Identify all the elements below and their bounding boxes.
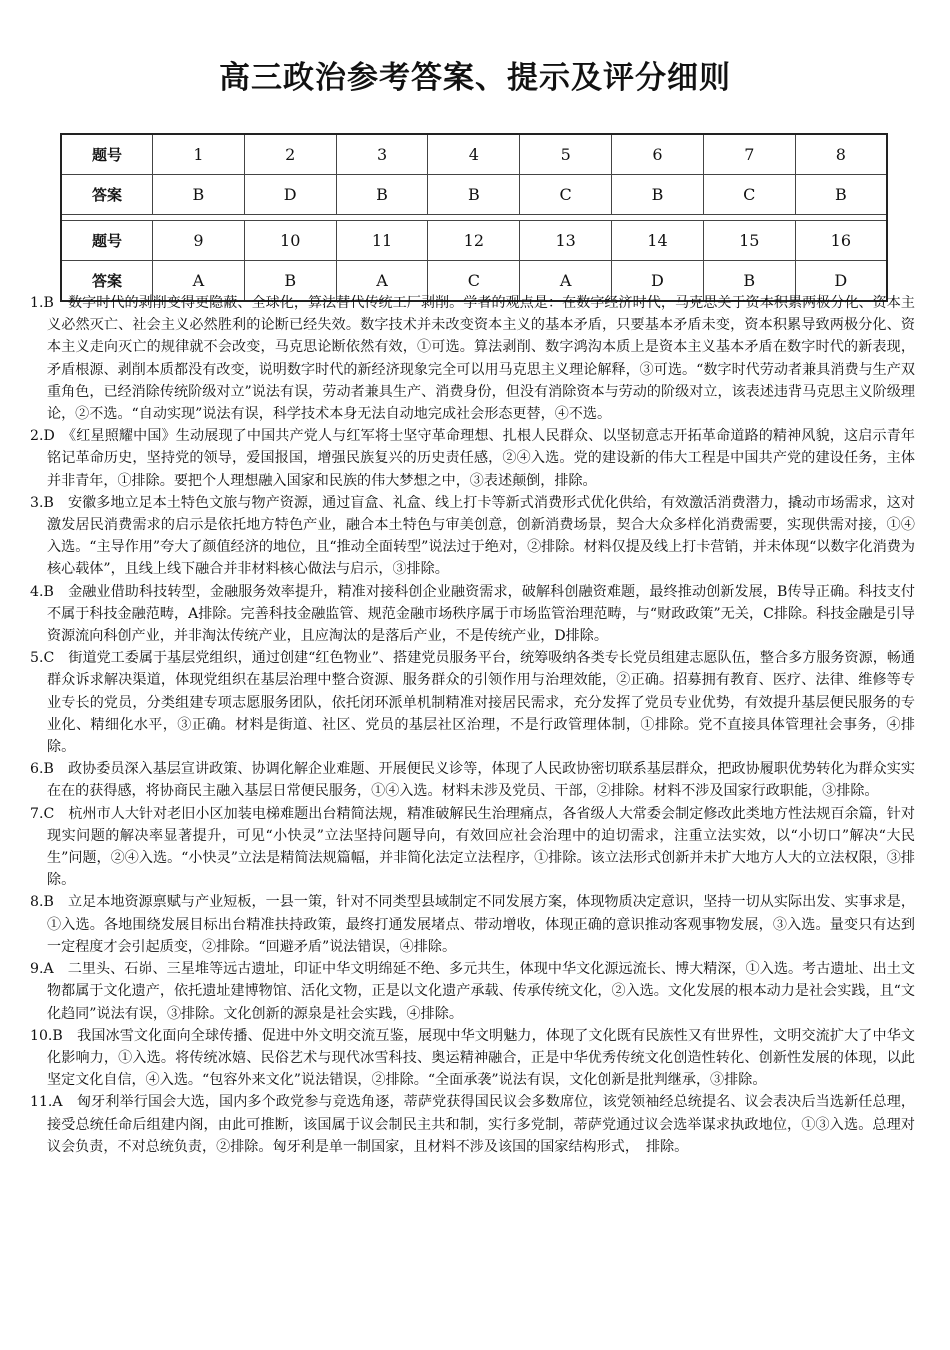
item-text: 街道党工委属于基层党组织，通过创建“红色物业”、搭建党员服务平台，统筹吸纳各类专长党员组建志愿队伍，整合多方服务资源，畅通群众诉求解决渠道，体现党组织在基层治理中整合资源、服务群众的引领作用与治理效能，②正确。招募拥有教育、医疗、法律、维修等专业专长的党员，分类组建专项志愿服务团队，依托闭环派单机制精准对接居民需求，充分发挥了党员专业优势，有效提升基层便民服务的专业化、精细化水平，③正确。材料是街道、社区、党员的基层社区治理，不是行政管理体制，①排除。党不直接具体管理社会事务，④排除。: [47, 650, 916, 756]
question-number: 7: [703, 134, 795, 175]
answer-row-1: [61, 175, 887, 215]
question-row-1: [61, 134, 887, 175]
item-text: 我国冰雪文化面向全球传播、促进中外文明交流互鉴，展现中华文明魅力，体现了文化既有民族性又有世界性，文明交流扩大了中华文化影响力，①入选。将传统冰嬉、民俗艺术与现代冰雪科技、奥运精神融合，正是中华优秀传统文化创造性转化、创新性发展的体现，以此坚定文化自信，④入选。“包容外来文化”说法错误，②排除。“全面承袭”说法有误，文化创新是批判继承，③排除。: [47, 1027, 916, 1089]
answer-cell: D: [795, 261, 887, 302]
question-number: 10: [244, 221, 336, 261]
question-label: 题号: [61, 134, 153, 175]
answer-cell: A: [153, 261, 245, 302]
item-text: 二里头、石峁、三星堆等远古遗址，印证中华文明绵延不绝、多元共生，体现中华文化源远流长、博大精深，①入选。考古遗址、出土文物都属于文化遗产，依托遗址建博物馆、活化文物，正是以文化遗产承载、传承传统文化，②入选。文化发展的根本动力是社会实践，且“文化趋同”说法有误，③排除。文化创新的源泉是社会实践，④排除。: [47, 961, 916, 1022]
question-number: 12: [428, 221, 520, 261]
item-number: 5.C: [30, 650, 55, 667]
answer-label: 答案: [61, 175, 153, 215]
item-text: 金融业借助科技转型，金融服务效率提升，精准对接科创企业融资需求，破解科创融资难题，最终推动创新发展，B传导正确。科技支付不属于科技金融范畴，A排除。完善科技金融监管、规范金融市场秩序属于市场监管治理范畴，与“财政政策”无关，C排除。科技金融是引导资源流向科创产业，并非淘汰传统产业，且应淘汰的是落后产业，不是传统产业，D排除。: [47, 583, 915, 645]
explanations: [30, 292, 915, 1158]
question-number: 6: [612, 134, 704, 175]
item-text: 数字时代的剥削变得更隐蔽、全球化，算法替代传统工厂剥削。学者的观点是：在数字经济时代，马克思关于资本积累两极分化、资本主义必然灭亡、社会主义必然胜利的论断已经失效。数字技术并未改变资本主义的基本矛盾，只要基本矛盾未变，资本积累导致两极分化、资本主义走向灭亡的规律就不会改变，马克思论断依然有效，①可选。算法剥削、数字鸿沟本质上是资本主义基本矛盾在数字时代的新表现，矛盾根源、剥削本质都没有改变，说明数字时代的新经济现象完全可以用马克思主义理论解释，③可选。“数字时代劳动者兼具消费与生产双重角色，已经消除传统阶级对立”说法有误，劳动者兼具生产、消费身份，但没有消除资本与劳动的阶级对立，该表述违背马克思主义阶级理论，②不选。“自动实现”说法有误，科学技术本身无法自动地完成社会形态更替，④不选。: [47, 295, 916, 423]
answer-table: [60, 133, 888, 302]
explanation-item: [30, 1091, 915, 1158]
explanation-item: [30, 581, 915, 648]
explanation-item: [30, 425, 915, 492]
item-number: 9.A: [30, 961, 54, 978]
answer-cell: D: [244, 175, 336, 215]
question-row-2: [61, 221, 887, 261]
explanation-item: [30, 647, 915, 758]
answer-cell: C: [428, 261, 520, 302]
page-title: 高三政治参考答案、提示及评分细则: [219, 60, 731, 96]
answer-cell: C: [703, 175, 795, 215]
question-number: 5: [520, 134, 612, 175]
item-number: 6.B: [30, 761, 54, 778]
item-text: 立足本地资源禀赋与产业短板，一县一策，针对不同类型县域制定不同发展方案，体现物质决定意识，坚持一切从实际出发、实事求是，①入选。各地围绕发展目标出台精准扶持政策，最终打通发展堵点、带动增收，体现正确的意识推动客观事物发展，③入选。量变只有达到一定程度才会引起质变，②排除。“回避矛盾”说法错误，④排除。: [47, 894, 916, 955]
answer-cell: B: [612, 175, 704, 215]
explanation-item: [30, 292, 915, 425]
question-number: 16: [795, 221, 887, 261]
question-number: 14: [612, 221, 704, 261]
answer-cell: B: [336, 175, 428, 215]
item-number: 7.C: [30, 805, 55, 822]
item-number: 2.D: [30, 428, 55, 445]
answer-cell: D: [612, 261, 704, 302]
question-number: 1: [153, 134, 245, 175]
item-text: 安徽多地立足本土特色文旅与物产资源，通过盲盒、礼盒、线上打卡等新式消费形式优化供给，有效激活消费潜力，撬动市场需求，这对激发居民消费需求的启示是依托地方特色产业，融合本土特色与审美创意，创新消费场景，契合大众多样化消费需要，实现供需对接，①④入选。“主导作用”夸大了颜值经济的地位，且“推动全面转型”说法过于绝对，②排除。材料仅提及线上打卡营销，并未体现“以数字化消费为核心载体”，且线上线下融合并非材料核心做法与启示，③排除。: [47, 494, 916, 578]
question-number: 2: [244, 134, 336, 175]
answer-cell: B: [795, 175, 887, 215]
question-number: 8: [795, 134, 887, 175]
answer-label: 答案: [61, 261, 153, 302]
item-number: 10.B: [30, 1027, 63, 1044]
answer-cell: B: [244, 261, 336, 302]
item-number: 1.B: [30, 295, 54, 311]
question-number: 4: [428, 134, 520, 175]
question-number: 3: [336, 134, 428, 175]
item-number: 4.B: [30, 583, 54, 600]
explanation-item: [30, 958, 915, 1025]
explanation-item: [30, 891, 915, 958]
answer-cell: B: [428, 175, 520, 215]
answer-cell: C: [520, 175, 612, 215]
question-number: 9: [153, 221, 245, 261]
item-text: 政协委员深入基层宣讲政策、协调化解企业难题、开展便民义诊等，体现了人民政协密切联系基层群众，把政协履职优势转化为群众实实在在的获得感，将协商民主融入基层日常便民服务，①④入选。材料未涉及党员、干部，②排除。材料不涉及国家行政职能，③排除。: [47, 761, 916, 800]
explanation-item: [30, 492, 915, 581]
answer-cell: A: [336, 261, 428, 302]
item-number: 11.A: [30, 1094, 63, 1111]
answer-cell: B: [703, 261, 795, 302]
item-text: 《红星照耀中国》生动展现了中国共产党人与红军将士坚守革命理想、扎根人民群众、以坚韧意志开拓革命道路的精神风貌，这启示青年铭记革命历史，坚持党的领导，爱国报国，增强民族复兴的历史责任感，②④入选。党的建设新的伟大工程是中国共产党的建设任务，主体并非青年，①排除。要把个人理想融入国家和民族的伟大梦想之中，③表述颠倒，排除。: [47, 428, 915, 489]
item-number: 8.B: [30, 894, 54, 911]
question-number: 13: [520, 221, 612, 261]
answer-cell: A: [520, 261, 612, 302]
answer-cell: B: [153, 175, 245, 215]
question-label: 题号: [61, 221, 153, 261]
question-number: 15: [703, 221, 795, 261]
item-number: 3.B: [30, 494, 54, 511]
explanation-item: [30, 803, 915, 892]
item-text: 匈牙利举行国会大选，国内多个政党参与竞选角逐，蒂萨党获得国民议会多数席位，该党领袖经总统提名、议会表决后当选新任总理，接受总统任命后组建内阁，由此可推断，该国属于议会制民主共和制，实行多党制，蒂萨党通过议会选举谋求执政地位，①③入选。总理对议会负责，不对总统负责，②排除。匈牙利是单一制国家，且材料不涉及该国的国家结构形式， 排除。: [47, 1094, 916, 1155]
explanation-item: [30, 1025, 915, 1092]
explanation-item: [30, 758, 915, 802]
item-text: 杭州市人大针对老旧小区加装电梯难题出台精简法规，精准破解民生治理痛点，各省级人大常委会制定修改此类地方性法规百余篇，针对现实问题的解决率显著提升，可见“小快灵”立法坚持问题导向，有效回应社会治理中的迫切需求，注重立法实效，以“小切口”解决“大民生”问题，②④入选。“小快灵”立法是精简法规篇幅，并非简化法定立法程序，①排除。该立法形式创新并未扩大地方人大的立法权限，③排除。: [47, 805, 916, 889]
question-number: 11: [336, 221, 428, 261]
